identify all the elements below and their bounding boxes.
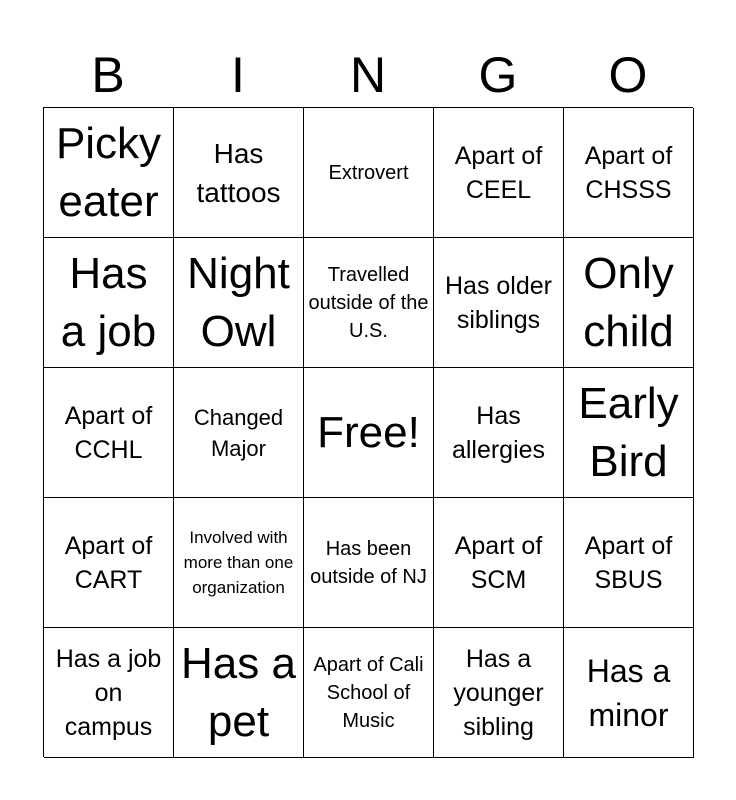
cell-text: Has allergies	[451, 401, 546, 464]
cell-text: Apart of SCM	[454, 531, 543, 594]
bingo-cell	[304, 108, 434, 238]
cell-text: Has a job	[60, 248, 157, 356]
bingo-cell	[564, 368, 694, 498]
cell-text: Extrovert	[328, 161, 409, 184]
bingo-cell	[174, 498, 304, 628]
cell-text: Changed Major	[193, 404, 284, 461]
bingo-cell	[564, 628, 694, 758]
cell-text: Early Bird	[578, 378, 679, 486]
cell-text: Apart of CHSSS	[584, 141, 673, 204]
cell-text: Apart of SBUS	[584, 531, 673, 594]
bingo-cell	[434, 498, 564, 628]
bingo-cell	[434, 238, 564, 368]
cell-text: Has a job on campus	[55, 644, 162, 741]
bingo-cell	[434, 628, 564, 758]
bingo-cell	[174, 368, 304, 498]
cell-text: Has tattoos	[196, 137, 281, 208]
cell-text: Picky eater	[55, 118, 162, 226]
bingo-header	[43, 46, 693, 104]
bingo-cell	[304, 368, 434, 498]
cell-text: Has a minor	[586, 652, 671, 733]
bingo-cell	[434, 368, 564, 498]
cell-text: Has a younger sibling	[453, 644, 544, 741]
bingo-cell	[44, 238, 174, 368]
bingo-cell	[564, 498, 694, 628]
bingo-cell	[304, 628, 434, 758]
bingo-cell	[174, 238, 304, 368]
cell-text: Night Owl	[187, 248, 290, 356]
bingo-cell	[44, 108, 174, 238]
header-letter-g: G	[478, 47, 518, 103]
cell-text: Only child	[583, 248, 674, 356]
cell-text: Apart of CCHL	[64, 401, 153, 464]
bingo-cell	[434, 108, 564, 238]
bingo-cell	[174, 108, 304, 238]
bingo-cell	[44, 368, 174, 498]
bingo-cell	[304, 238, 434, 368]
cell-text: Has older siblings	[445, 271, 552, 334]
cell-text: Apart of Cali School of Music	[313, 653, 424, 732]
bingo-cell	[44, 628, 174, 758]
cell-text: Apart of CEEL	[454, 141, 543, 204]
cell-text: Involved with more than one organization	[183, 528, 294, 597]
cell-text: Travelled outside of the U.S.	[308, 263, 429, 342]
bingo-cell	[564, 238, 694, 368]
header-letter-i: I	[231, 47, 245, 103]
cell-text: Apart of CART	[64, 531, 153, 594]
bingo-grid	[43, 107, 693, 757]
bingo-cell	[304, 498, 434, 628]
free-space-text: Free!	[317, 407, 420, 457]
cell-text: Has a pet	[181, 638, 296, 746]
bingo-cell	[564, 108, 694, 238]
header-letter-n: N	[349, 47, 387, 103]
header-letter-o: O	[608, 47, 648, 103]
cell-text: Has been outside of NJ	[310, 537, 427, 588]
bingo-cell	[44, 498, 174, 628]
bingo-cell	[174, 628, 304, 758]
header-letter-b: B	[91, 47, 125, 103]
